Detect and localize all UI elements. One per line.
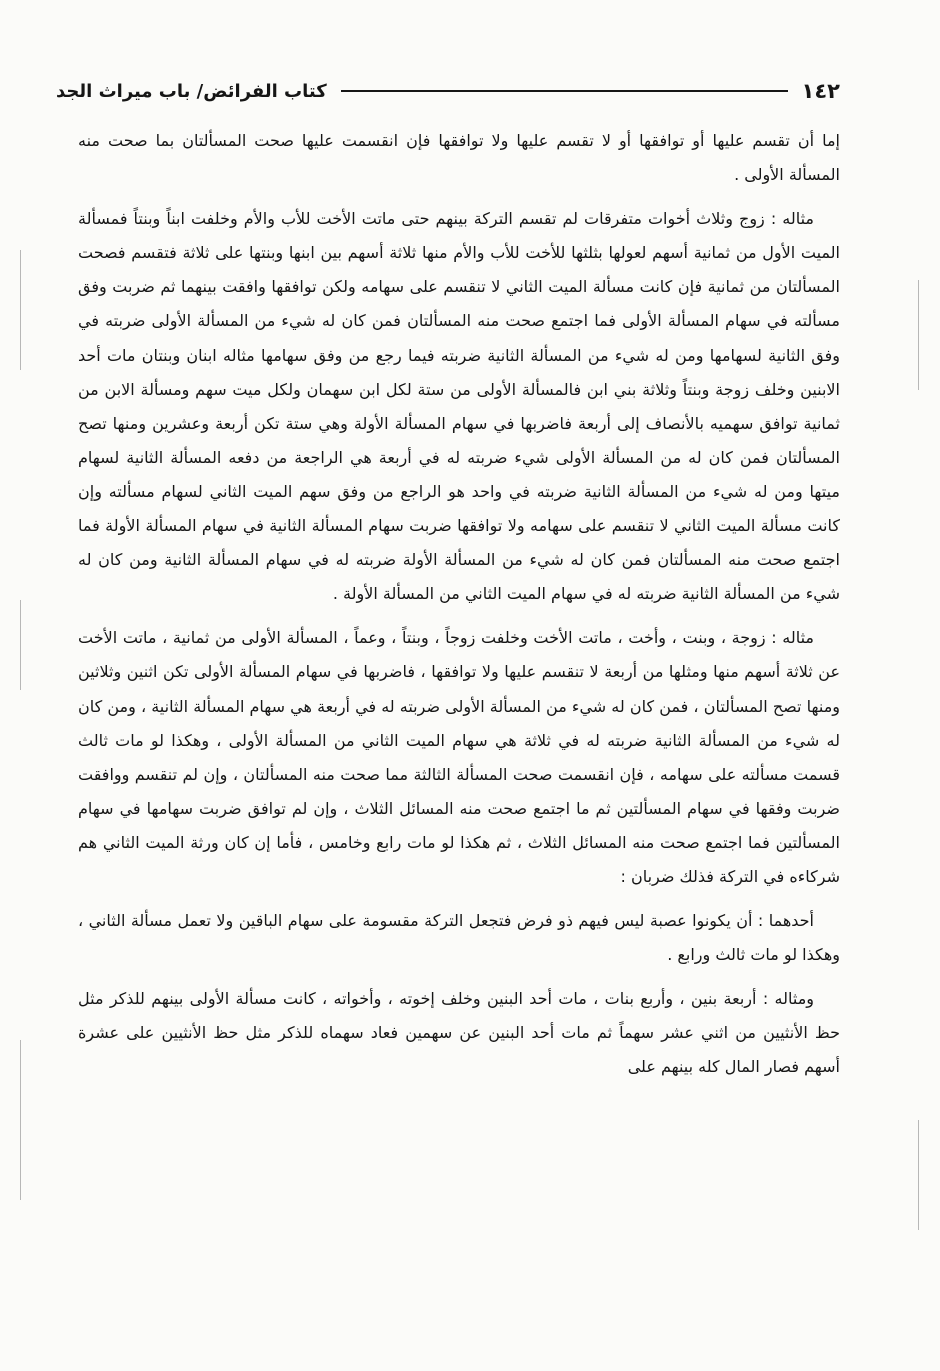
header-rule (341, 90, 788, 92)
main-text (78, 124, 840, 1095)
paragraph: إما أن تقسم عليها أو توافقها أو لا تقسم عليها ولا توافقها فإن انقسمت عليها صحت المسألتان بما صحت منه المسألة الأولى . (78, 131, 840, 185)
page-number: ١٤٢ (801, 79, 840, 103)
running-title: كتاب الفرائض/ باب ميراث الجد (56, 80, 327, 102)
paragraph: أحدهما : أن يكونوا عصبة ليس فيهم ذو فرض فتجعل التركة مقسومة على سهام الباقين ولا تعمل مسألة الثاني ، وهكذا لو مات ثالث ورابع . (78, 911, 840, 965)
margin-line (20, 1040, 21, 1200)
margin-line (20, 600, 21, 690)
page-header (56, 74, 840, 108)
paragraph: ومثاله : أربعة بنين ، وأربع بنات ، مات أحد البنين وخلف إخوته ، وأخواته ، كانت مسألة الأولى بينهم للذكر مثل حظ الأنثيين من اثني عشر سهماً ثم مات أحد البنين عن سهمين فعاد سهماه للذكر مثل حظ الأنثيين على عشرة أسهم فصار المال كله بينهم على (78, 989, 840, 1077)
paragraph: مثاله : زوج وثلاث أخوات متفرقات لم تقسم التركة بينهم حتى ماتت الأخت للأب والأم وخلفت ابناً وبنتاً فمسألة الميت الأول من ثمانية أسهم لعولها بثلثها للأخت للأب والأم منها ثلاثة أسهم بين ابنها وبنتها على ثلاثة فتقسم فصحت المسألتان من ثمانية فإن كانت مسألة الميت الثاني لا تنقسم على سهامه ولكن توافقها وافقت بينهما ثم ضربت وفق مسألته في سهام المسألة الأولى فما اجتمع صحت منه المسألتان فمن كان له شيء من المسألة الأولى ضربته في وفق الثانية لسهامها ومن له شيء من المسألة الثانية ضربته فيما رجع من وفق سهامها مثاله ابنان وبنتان مات أحد الابنين وخلف زوجة وبنتاً وثلاثة بني ابن فالمسألة الأولى من ستة لكل ابن سهمان ولكل ميت سهم ومسألة الابن من ثمانية توافق سهميه بالأنصاف إلى أربعة فاضربها في سهام المسألة الأولة وهي ستة تكن أربعة وعشرين ومنها تصح المسألتان فمن كان له من المسألة الأولى شيء ضربته له في أربعة هي الراجعة من دفعه المسألة الثانية لسهام ميتها ومن له شيء من المسألة الثانية ضربته في واحد هو الراجع من وفق سهم الميت الثاني لسهام مسألته وإن كانت مسألة الميت الثاني لا تنقسم على سهامه ولا توافقها ضربت سهام المسألة الثانية في سهام المسألة الأولة فما اجتمع صحت منه المسألتان فمن كان له شيء من المسألة الأولة ضربته له في سهام المسألة الثانية ومن كان له شيء من المسألة الثانية ضربته له في سهام الميت الثاني من المسألة الأولة . (78, 209, 840, 604)
margin-line (918, 280, 919, 390)
margin-line (918, 1120, 919, 1230)
margin-line (20, 250, 21, 370)
paragraph: مثاله : زوجة ، وبنت ، وأخت ، ماتت الأخت وخلفت زوجاً ، وبنتاً ، وعماً ، المسألة الأولى من ثمانية ، ماتت الأخت عن ثلاثة أسهم منها ومثلها من أربعة لا تنقسم عليها ولا توافقها ، فاضربها في سهام المسألة الأولى تكن اثنين وثلاثين ومنها تصح المسألتان ، فمن كان له شيء من المسألة الأولى ضربته له في أربعة هي سهام المسألة الثانية ، ومن كان له شيء من المسألة الثانية ضربته له في ثلاثة هي سهام الميت الثاني من المسألة الأولى ، وهكذا لو مات ثالث قسمت مسألته على سهامه ، فإن انقسمت صحت المسألة الثالثة مما صحت منه المسألتان ، وإن لم تنقسم ووافقت ضربت وفقها في سهام المسألتين ثم ما اجتمع صحت منه المسائل الثلاث ، وإن لم توافق ضربت سهامها في سهام المسألتين فما اجتمع صحت منه المسائل الثلاث ، ثم هكذا لو مات رابع وخامس ، فأما إن كان ورثة الميت الثاني هم شركاءه في التركة فذلك ضربان : (78, 628, 840, 886)
